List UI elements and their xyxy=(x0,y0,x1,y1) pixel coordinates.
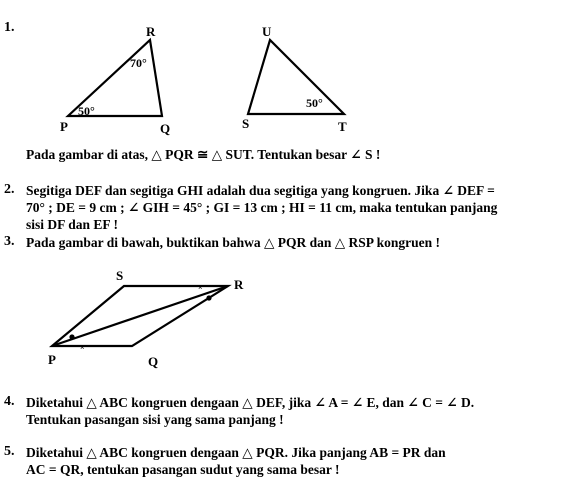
angle-label-p: 50° xyxy=(78,104,95,118)
problem-2-number: 2. xyxy=(4,182,15,197)
problem-4-number: 4. xyxy=(4,394,15,409)
angle-mark-cross-r: × xyxy=(198,283,203,292)
problem-3-number: 3. xyxy=(4,234,15,249)
vertex-label-q: Q xyxy=(148,354,159,369)
problem-5-number: 5. xyxy=(4,444,15,459)
vertex-label-p: P xyxy=(48,352,56,367)
vertex-label-u: U xyxy=(262,24,272,39)
angle-mark-dot-p xyxy=(69,334,74,339)
angle-label-r: 70° xyxy=(130,56,147,70)
angle-mark-cross-p: × xyxy=(80,343,85,352)
problem-5-line-2: AC = QR, tentukan pasangan sudut yang sama besar ! xyxy=(26,462,340,477)
problem-1-text: Pada gambar di atas, △ PQR ≅ △ SUT. Tentukan besar ∠ S ! xyxy=(26,147,381,162)
problem-2-line-3: sisi DF dan EF ! xyxy=(26,217,119,232)
problem-4-line-1: Diketahui △ ABC kongruen dengaan △ DEF, jika ∠ A = ∠ E, dan ∠ C = ∠ D. xyxy=(26,395,475,410)
problem-4-line-2: Tentukan pasangan sisi yang sama panjang ! xyxy=(26,412,284,427)
angle-mark-dot-r xyxy=(206,295,211,300)
problem-3-text: Pada gambar di bawah, buktikan bahwa △ PQR dan △ RSP kongruen ! xyxy=(26,235,441,250)
problem-1-number: 1. xyxy=(4,20,15,35)
angle-label-t: 50° xyxy=(306,96,323,110)
vertex-label-r: R xyxy=(146,24,156,39)
vertex-label-t: T xyxy=(338,119,347,134)
problem-2-line-1: Segitiga DEF dan segitiga GHI adalah dua segitiga yang kongruen. Jika ∠ DEF = xyxy=(26,183,495,198)
problem-5-line-1: Diketahui △ ABC kongruen dengaan △ PQR. Jika panjang AB = PR dan xyxy=(26,445,446,460)
vertex-label-r: R xyxy=(234,277,244,292)
problem-2-line-2: 70° ; DE = 9 cm ; ∠ GIH = 45° ; GI = 13 cm ; HI = 11 cm, maka tentukan panjang xyxy=(26,200,498,215)
vertex-label-q: Q xyxy=(160,121,171,136)
vertex-label-s: S xyxy=(242,116,250,131)
diagonal-pr xyxy=(52,286,228,346)
vertex-label-p: P xyxy=(60,119,68,134)
vertex-label-s: S xyxy=(116,268,124,283)
